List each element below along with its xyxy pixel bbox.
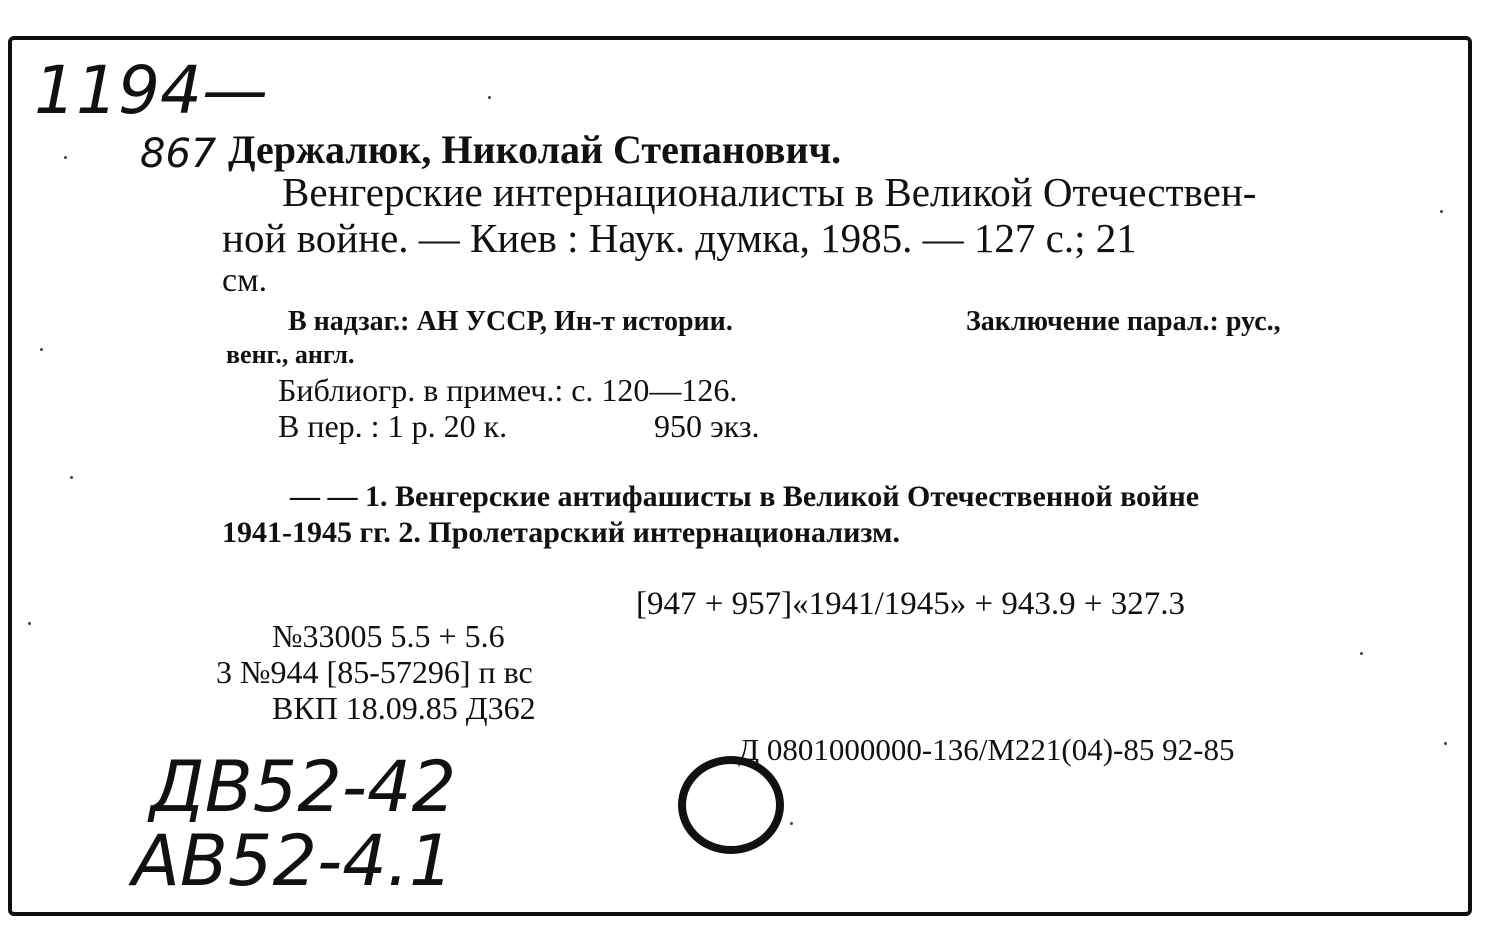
code-line-3: ВКП 18.09.85 Д362: [272, 690, 536, 726]
speck: [64, 156, 67, 159]
publisher-code: Д 0801000000-136/М221(04)-85 92-85: [738, 732, 1235, 767]
speck: [1444, 742, 1447, 745]
handwritten-shelf-mark-2: АВ52-4.1: [132, 820, 454, 902]
price-note: В пер. : 1 р. 20 к.: [278, 408, 508, 444]
speck: [28, 622, 31, 625]
bibliography-note: Библиогр. в примеч.: с. 120—126.: [278, 372, 738, 408]
handwritten-call-number: 1194—: [34, 52, 268, 129]
title-line-2: ной войне. — Киев : Наук. думка, 1985. — 127 с.; 21: [222, 215, 1137, 261]
speck: [488, 96, 491, 99]
note-line-2: венг., англ.: [226, 340, 355, 369]
title-line-1: Венгерские интернационалисты в Великой Отечествен-: [282, 169, 1257, 215]
speck: [40, 348, 43, 351]
speck: [790, 822, 793, 825]
speck: [70, 476, 73, 479]
title-line-3: см.: [222, 262, 268, 299]
copies-note: 950 экз.: [654, 408, 760, 444]
note-line-1: В надзаг.: АН УССР, Ин-т истории.: [288, 306, 733, 337]
subject-line-1: — — 1. Венгерские антифашисты в Великой Отечественной войне: [290, 480, 1200, 513]
handwritten-call-number-sub: 867: [140, 131, 217, 177]
handwritten-shelf-mark-1: ДВ52-42: [150, 746, 457, 828]
author-heading: Держалюк, Николай Степанович.: [228, 127, 842, 172]
speck: [1360, 652, 1363, 655]
code-line-1: №33005 5.5 + 5.6: [272, 618, 505, 654]
subject-line-2: 1941-1945 гг. 2. Пролетарский интернационализм.: [222, 516, 900, 549]
punch-hole-circle: [678, 756, 784, 854]
classification-index: [947 + 957]«1941/1945» + 943.9 + 327.3: [636, 586, 1185, 622]
note-line-1-right: Заключение парал.: рус.,: [966, 306, 1281, 337]
speck: [1440, 210, 1443, 213]
code-line-2: 3 №944 [85-57296] п вс: [216, 654, 533, 690]
